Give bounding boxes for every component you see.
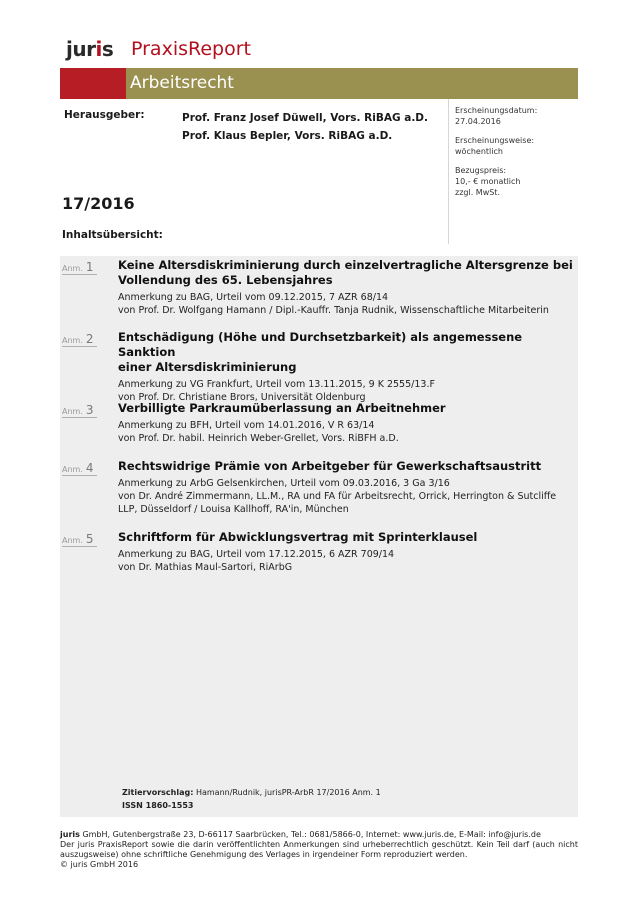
bezugspreis-value-1: 10,- € monatlich [455, 177, 521, 186]
entry-subtitle: Anmerkung zu ArbG Gelsenkirchen, Urteil vom 09.03.2016, 3 Ga 3/16 von Dr. André Zimmermann, LL.M., RA und FA für Arbeitsrecht, Orrick, Herrington & Sutcliffe LLP, Düsseldorf / Louisa Kallhoff, RA'in, München [118, 478, 557, 515]
footer-copyright: © juris GmbH 2016 [60, 860, 139, 869]
issue-number: 17/2016 [62, 194, 135, 213]
issn: ISSN 1860-1553 [122, 801, 194, 810]
herausgeber-label: Herausgeber: [64, 109, 145, 121]
header-info [60, 99, 578, 244]
entry-title[interactable]: Keine Altersdiskriminierung durch einzelvertragliche Altersgrenze bei Vollendung des 65. Lebensjahres [118, 258, 573, 287]
entry-subtitle: Anmerkung zu BAG, Urteil vom 09.12.2015, 7 AZR 68/14 von Prof. Dr. Wolfgang Hamann / Dipl.-Kauffr. Tanja Rudnik, Wissenschaftliche Mitarbeiterin [118, 292, 549, 316]
erscheinungsweise-label: Erscheinungsweise: [455, 136, 535, 145]
herausgeber-1: Prof. Franz Josef Düwell, Vors. RiBAG a.D. [182, 112, 429, 124]
banner-red-block [60, 68, 126, 99]
section-banner [60, 68, 578, 99]
anm-marker: Anm. 5 [62, 532, 97, 547]
bezugspreis-label: Bezugspreis: [455, 166, 507, 175]
footer-brand: juris [60, 830, 80, 839]
toc-content-area [60, 256, 578, 817]
toc-heading: Inhaltsübersicht: [62, 229, 163, 241]
erscheinungsdatum-label: Erscheinungsdatum: [455, 106, 538, 115]
anm-marker: Anm. 2 [62, 332, 97, 347]
citation-block [122, 786, 381, 812]
publication-meta [448, 99, 579, 244]
footer-copyright-notice: Der juris PraxisReport sowie die darin veröffentlichten Anmerkungen sind urheberrechtlich geschützt. Kein Teil darf (auch nicht auszugsweise) ohne schriftliche Genehmigung des Verlages in irgendeiner Form reproduziert werden. [60, 840, 578, 859]
erscheinungsdatum-value: 27.04.2016 [455, 117, 501, 126]
product-name: PraxisReport [131, 38, 251, 60]
entry-subtitle: Anmerkung zu BFH, Urteil vom 14.01.2016, V R 63/14 von Prof. Dr. habil. Heinrich Weber-Grellet, Vors. RiBFH a.D. [118, 420, 399, 444]
entry-title[interactable]: Verbilligte Parkraumüberlassung an Arbeitnehmer [118, 401, 446, 415]
herausgeber-names [182, 109, 428, 145]
entry-subtitle: Anmerkung zu VG Frankfurt, Urteil vom 13.11.2015, 9 K 2555/13.F von Prof. Dr. Christiane Brors, Universität Oldenburg [118, 379, 435, 403]
entry-title[interactable]: Rechtswidrige Prämie von Arbeitgeber für Gewerkschaftsaustritt [118, 459, 542, 473]
anm-marker: Anm. 4 [62, 461, 97, 476]
section-title: Arbeitsrecht [130, 73, 234, 93]
footer [60, 830, 578, 870]
anm-marker: Anm. 3 [62, 403, 97, 418]
footer-address: GmbH, Gutenbergstraße 23, D-66117 Saarbrücken, Tel.: 0681/5866-0, Internet: www.juris.de, E-Mail: info@juris.de [82, 830, 541, 839]
citation-label: Zitiervorschlag: [122, 788, 194, 797]
logo-row [60, 30, 578, 68]
entry-title[interactable]: Entschädigung (Höhe und Durchsetzbarkeit) als angemessene Sanktion einer Altersdiskriminierung [118, 330, 523, 374]
citation-value: Hamann/Rudnik, jurisPR-ArbR 17/2016 Anm. 1 [195, 788, 381, 797]
entry-subtitle: Anmerkung zu BAG, Urteil vom 17.12.2015, 6 AZR 709/14 von Dr. Mathias Maul-Sartori, RiArbG [118, 549, 395, 573]
juris-logo: juris [66, 37, 114, 61]
entry-title[interactable]: Schriftform für Abwicklungsvertrag mit Sprinterklausel [118, 530, 478, 544]
bezugspreis-value-2: zzgl. MwSt. [455, 188, 500, 197]
herausgeber-2: Prof. Klaus Bepler, Vors. RiBAG a.D. [182, 130, 393, 142]
anm-marker: Anm. 1 [62, 260, 97, 275]
erscheinungsweise-value: wöchentlich [455, 147, 503, 156]
